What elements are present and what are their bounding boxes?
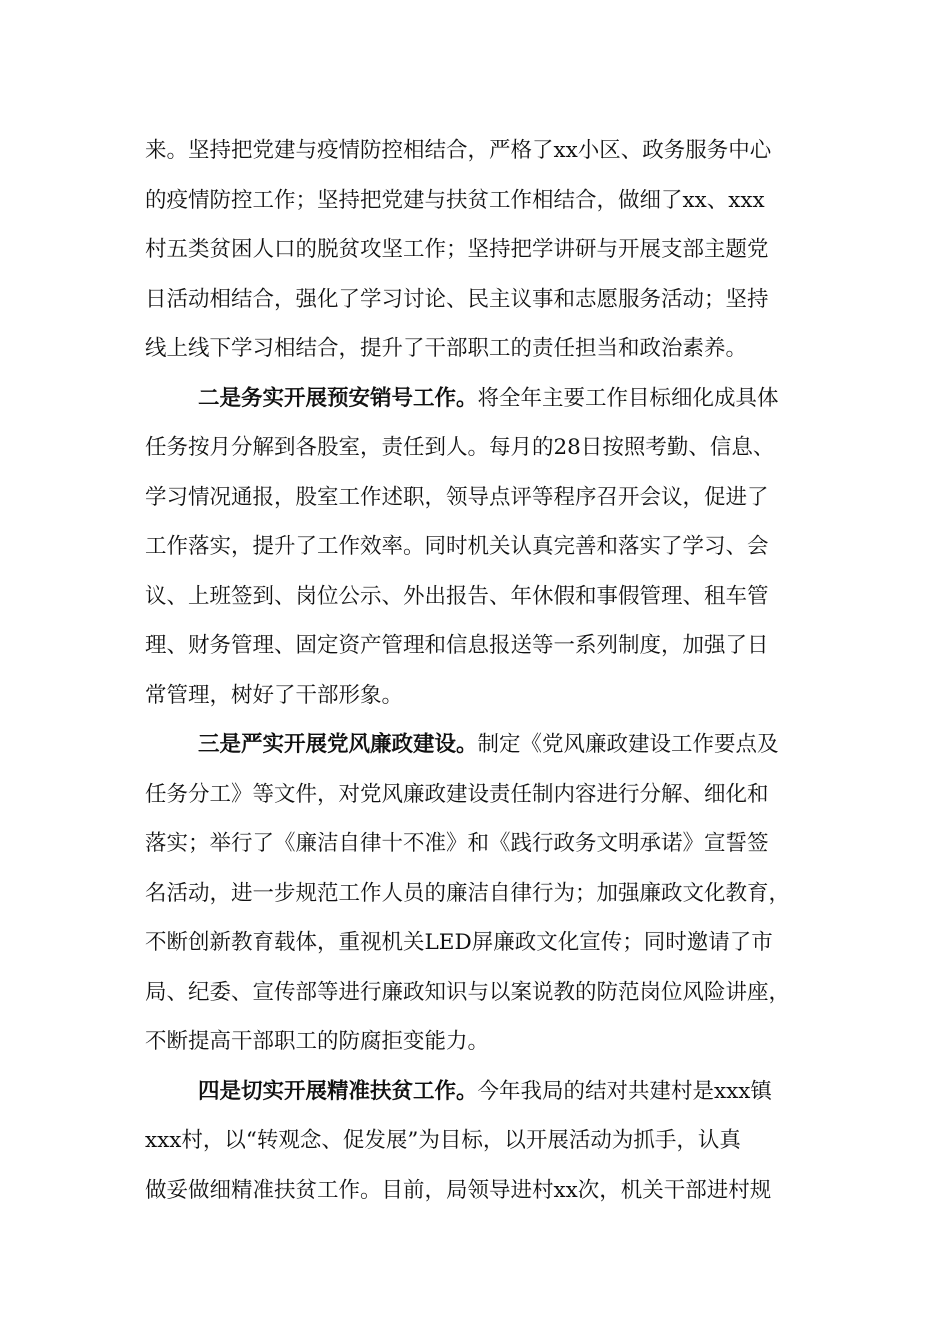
paragraph-3 [145,720,805,1067]
text-line: 局、纪委、宣传部等进行廉政知识与以案说教的防范岗位风险讲座， [145,979,791,1005]
text-line: 任务按月分解到各股室，责任到人。每月的28日按照考勤、信息、 [145,435,775,460]
text-line: 议、上班签到、岗位公示、外出报告、年休假和事假管理、租车管 [145,583,769,609]
paragraph-heading: 三是严实开展党风廉政建设。 [198,732,478,757]
text-line: xxx村，以“转观念、促发展”为目标，以开展活动为抓手，认真 [145,1128,741,1153]
text-line: 的疫情防控工作；坚持把党建与扶贫工作相结合，做细了xx、xxx [145,187,765,213]
text-line: 做妥做细精准扶贫工作。目前，局领导进村xx次，机关干部进村规 [145,1177,772,1203]
text-line: 常管理，树好了干部形象。 [145,682,404,708]
paragraph-heading: 二是务实开展预安销号工作。 [198,385,478,411]
paragraph-first-line [145,1067,805,1117]
text-line: 线上线下学习相结合，提升了干部职工的责任担当和政治素养。 [145,336,748,361]
paragraph-text: 将全年主要工作目标细化成具体 [477,385,779,411]
paragraph-first-line [145,720,805,770]
paragraph-first-line [145,374,805,424]
paragraph-text: 制定《党风廉政建设工作要点及 [477,732,779,757]
text-line: 不断提高干部职工的防腐拒变能力。 [145,1029,490,1054]
text-line: 理、财务管理、固定资产管理和信息报送等一系列制度，加强了日 [145,633,769,658]
text-line: 日活动相结合，强化了学习讨论、民主议事和志愿服务活动；坚持 [145,286,769,312]
paragraph-4 [145,1067,805,1216]
text-line: 工作落实，提升了工作效率。同时机关认真完善和落实了学习、会 [145,534,769,559]
text-line: 学习情况通报，股室工作述职，领导点评等程序召开会议，促进了 [145,484,769,510]
text-line: 不断创新教育载体，重视机关LED屏廉政文化宣传；同时邀请了市 [145,930,773,955]
text-line: 落实；举行了《廉洁自律十不准》和《践行政务文明承诺》宣誓签 [145,831,769,856]
text-line: 名活动，进一步规范工作人员的廉洁自律行为；加强廉政文化教育， [145,880,791,906]
document-body [145,126,805,1215]
text-line: 任务分工》等文件，对党风廉政建设责任制内容进行分解、细化和 [145,781,769,807]
paragraph-1 [145,126,805,374]
paragraph-text: 今年我局的结对共建村是xxx镇 [477,1078,772,1104]
paragraph-2 [145,374,805,721]
text-line: 来。坚持把党建与疫情防控相结合，严格了xx小区、政务服务中心 [145,138,772,163]
text-line: 村五类贫困人口的脱贫攻坚工作；坚持把学讲研与开展支部主题党 [145,237,769,262]
paragraph-heading: 四是切实开展精准扶贫工作。 [198,1078,478,1104]
